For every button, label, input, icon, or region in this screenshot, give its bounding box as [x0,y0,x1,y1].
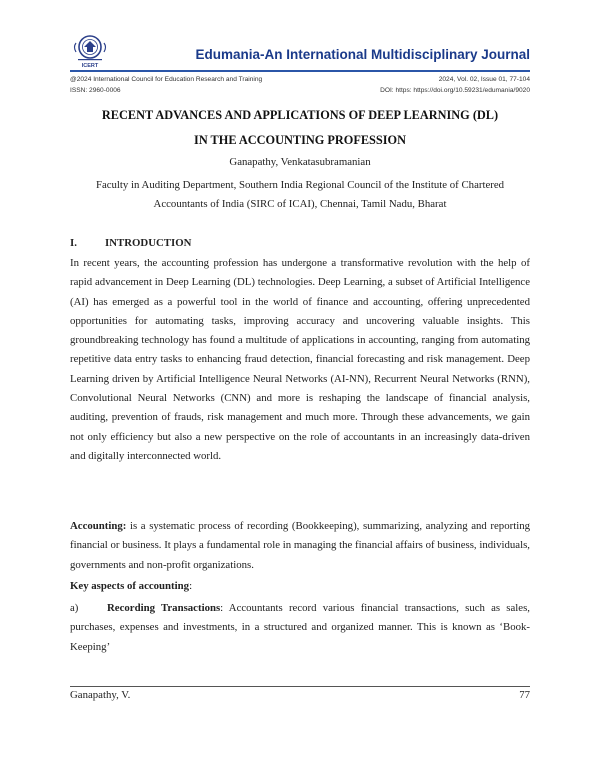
doi-link[interactable]: DOI: https: https://doi.org/10.59231/edumania/9020 [380,87,530,94]
logo-text: ICERT [81,63,99,69]
footer-author: Ganapathy, V. [70,689,131,701]
accounting-definition: is a systematic process of recording (Bookkeeping), summarizing, analyzing and reporting financial or business. It plays a fundamental role in managing the financial affairs of business, individuals, governments and non-profit organizations. [70,520,530,571]
list-item-text: : Accountants record various financial transactions, such as sales, purchases, expenses and investments, in a structured and organized manner. This is known as ‘Book-Keeping’ [70,602,530,653]
key-aspects-heading [70,580,192,592]
accounting-term: Accounting: [70,520,127,532]
section-number: I. [70,237,77,249]
header-divider [70,70,530,72]
section-title: INTRODUCTION [105,237,192,249]
article-title-line-1: RECENT ADVANCES AND APPLICATIONS OF DEEP LEARNING (DL) [101,108,499,122]
list-item-term: Recording Transactions [107,602,221,614]
list-marker: a) [70,602,79,614]
article-title-line-2: IN THE ACCOUNTING PROFESSION [194,133,406,147]
accounting-paragraph [70,517,530,575]
key-aspects-colon: : [189,580,193,592]
page-number: 77 [519,689,530,701]
intro-paragraph: In recent years, the accounting profession has undergone a transformative revolution with the help of rapid advancement in Deep Learning (DL) technologies. Deep Learning, a subset of Artificial Intelligence (AI) has emerged as a powerful tool in the world of finance and accounting, offering unprecedented opportunities for automating tasks, improving accuracy and uncovering valuable insights. This groundbreaking technology has found a multitude of applications in accounting, ranging from automating repetitive data entry tasks to enhancing fraud detection, financial forecasting and risk management. Deep Learning driven by Artificial Intelligence Neural Networks (AI-NN), Recurrent Neural Networks (RNN), Convolutional Neural Networks (CNN) and more is reshaping the landscape of financial analysis, auditing, prevention of frauds, risk management and much more. Through these advancements, we gain not only efficiency but also a new perspective on the role of accountants in an increasingly data-driven and digitally interconnected world. [70,257,530,462]
affiliation-line-1: Faculty in Auditing Department, Southern India Regional Council of the Institute of Chartered [95,179,505,191]
key-aspects-label: Key aspects of accounting [70,580,190,592]
author-names: Ganapathy, Venkatasubramanian [229,156,371,168]
copyright-text: @2024 International Council for Education Research and Training [70,76,263,83]
affiliation-line-2: Accountants of India (SIRC of ICAI), Chennai, Tamil Nadu, Bharat [153,198,447,210]
footer-divider [70,686,530,687]
journal-title[interactable]: Edumania-An International Multidisciplinary Journal [195,47,530,62]
icert-logo-icon [70,30,110,70]
issn-text: ISSN: 2960-0006 [70,87,121,94]
list-item-a [70,599,530,657]
volume-text: 2024, Vol. 02, Issue 01, 77-104 [438,76,530,83]
journal-header [70,30,530,70]
